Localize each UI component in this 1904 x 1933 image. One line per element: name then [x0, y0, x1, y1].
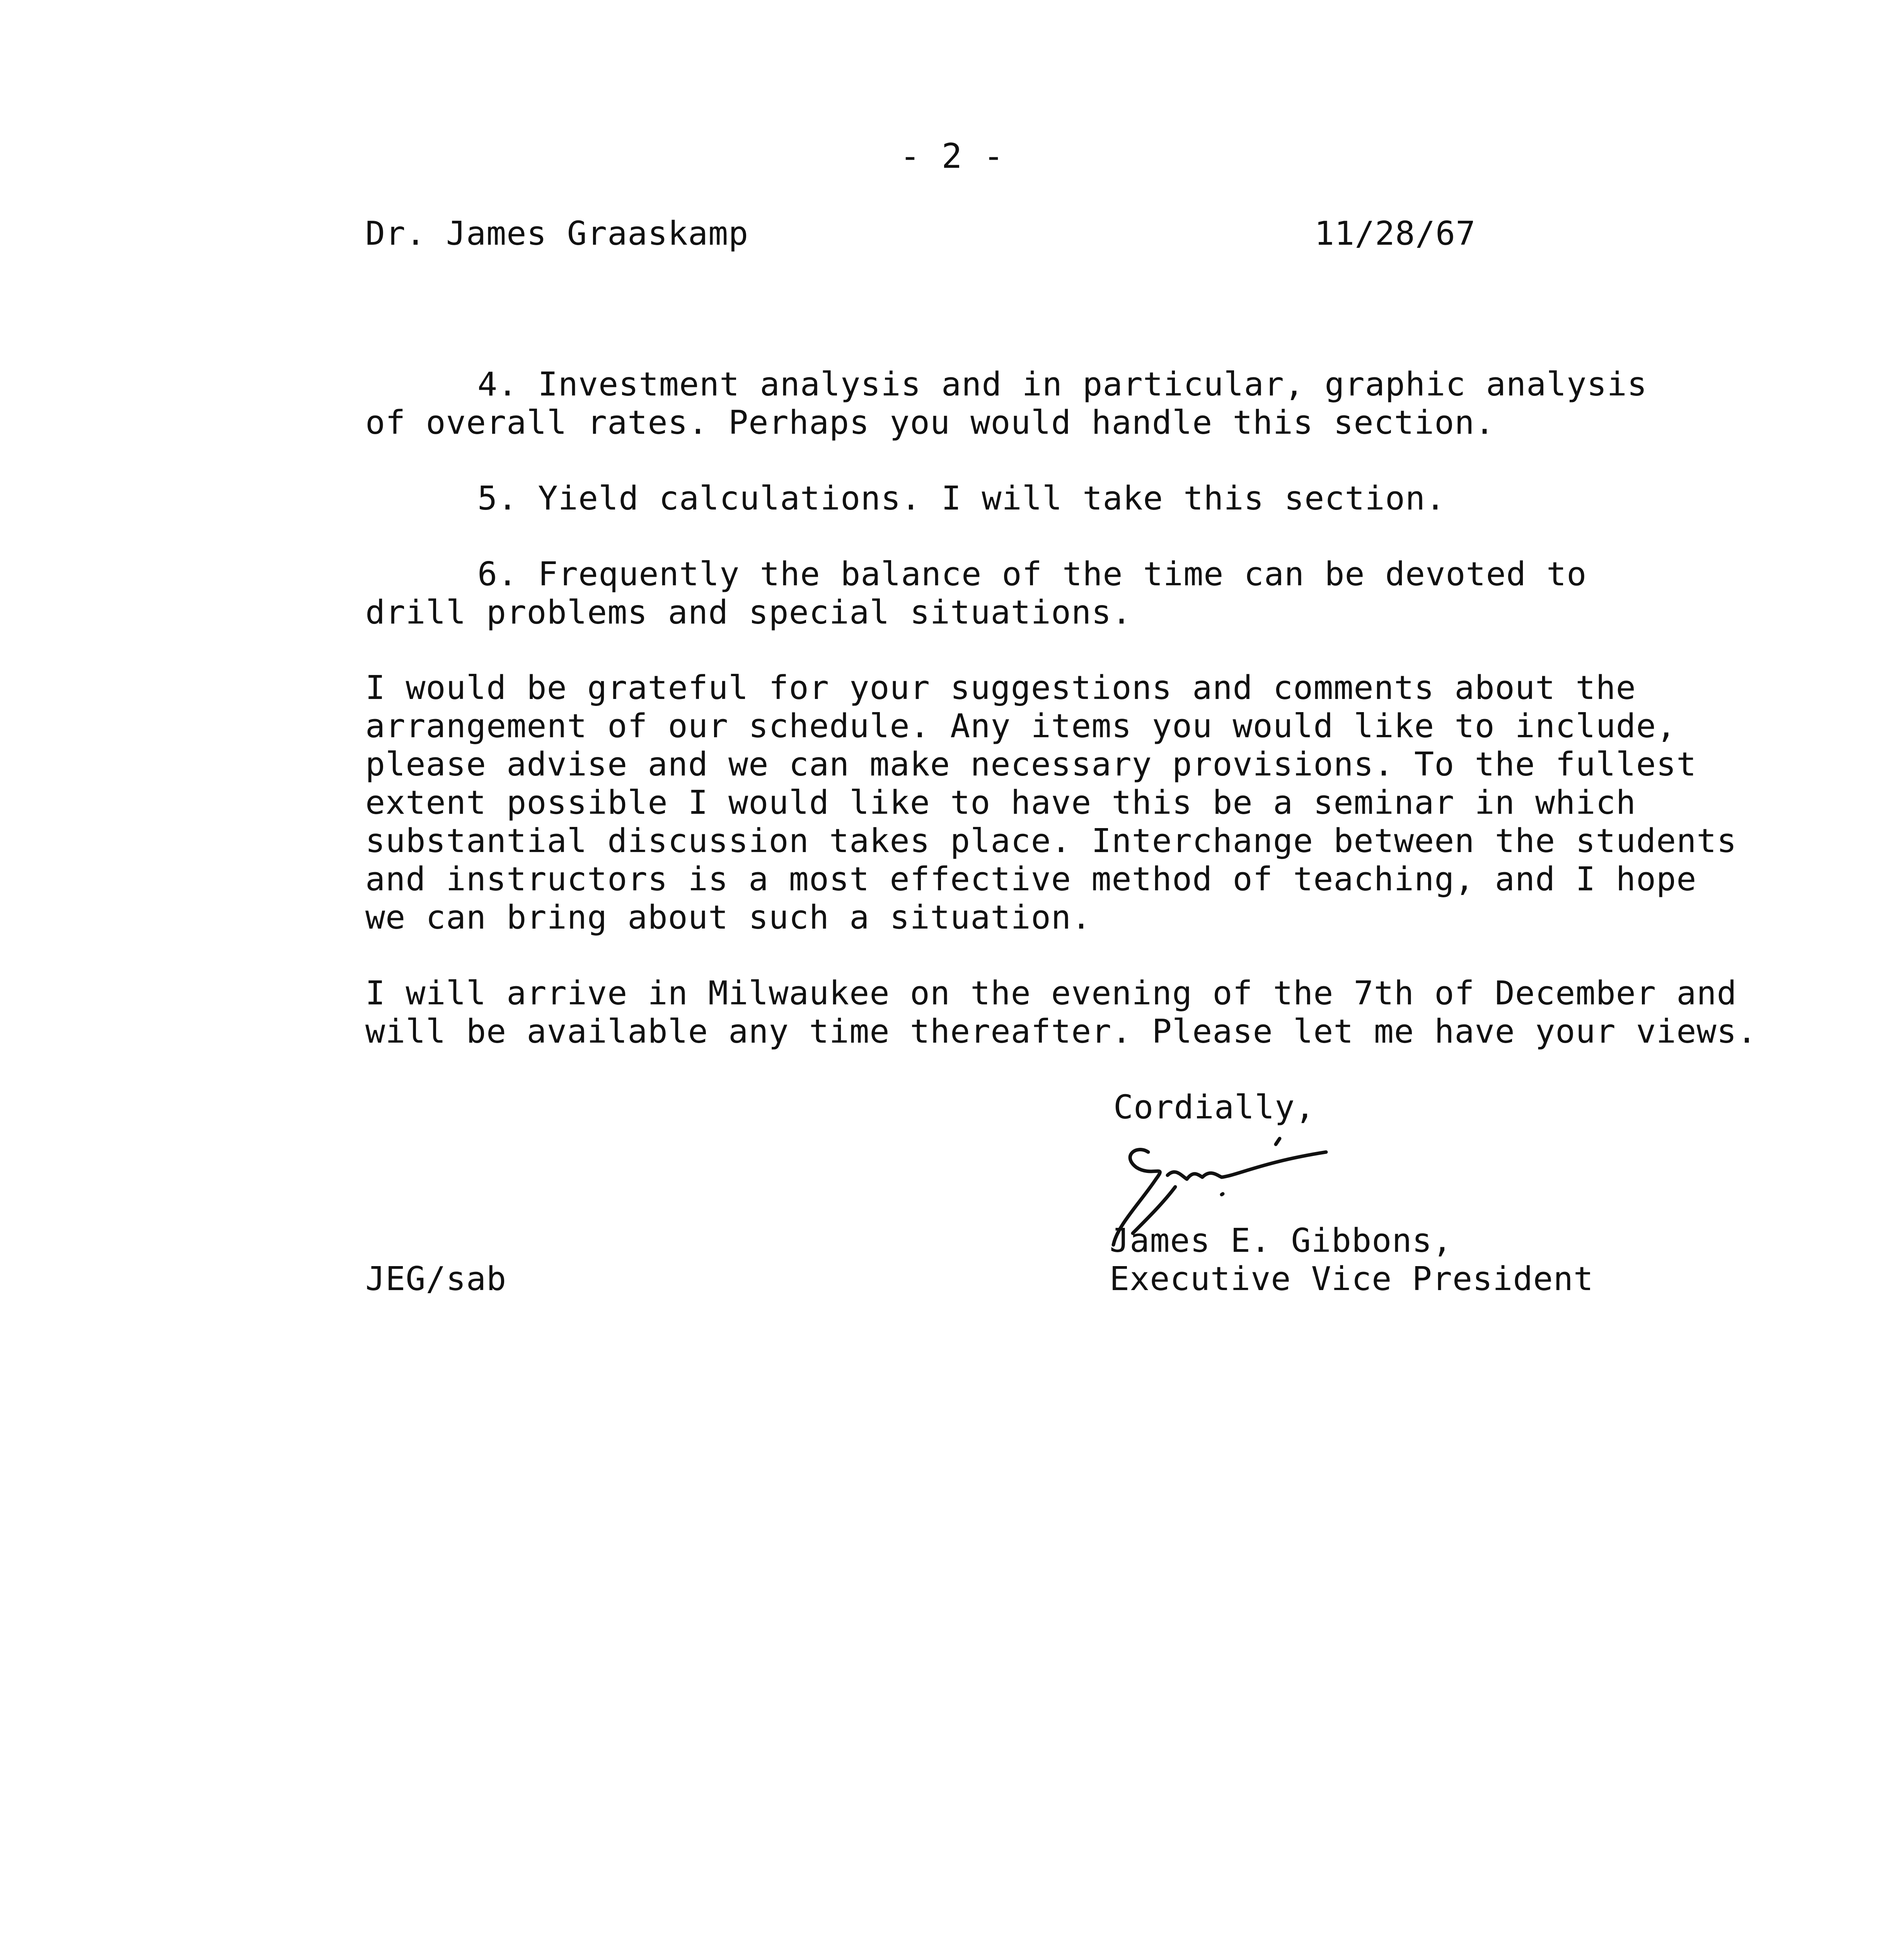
signer-name: James E. Gibbons, [1110, 1222, 1452, 1260]
page-number: - 2 - [900, 136, 1004, 176]
paragraph-2-line-1: I will arrive in Milwaukee on the evening of the 7th of December and [365, 974, 1737, 1013]
paragraph-1-line-4: extent possible I would like to have this be a seminar in which [365, 784, 1636, 822]
paragraph-1-line-2: arrangement of our schedule. Any items you would like to include, [365, 707, 1677, 745]
item-5-line-1: 5. Yield calculations. I will take this section. [477, 479, 1446, 518]
item-6-line-1: 6. Frequently the balance of the time can be devoted to [477, 555, 1587, 593]
item-6-line-2: drill problems and special situations. [365, 593, 1132, 632]
reference-initials: JEG/sab [365, 1260, 507, 1298]
letter-date: 11/28/67 [1314, 215, 1476, 253]
closing-salutation: Cordially, [1113, 1088, 1315, 1127]
item-4-line-1: 4. Investment analysis and in particular, graphic analysis [477, 365, 1648, 404]
paragraph-1-line-3: please advise and we can make necessary provisions. To the fullest [365, 745, 1697, 784]
item-4-line-2: of overall rates. Perhaps you would handle this section. [365, 404, 1495, 442]
paragraph-1-line-6: and instructors is a most effective method of teaching, and I hope [365, 860, 1697, 898]
paragraph-1-line-7: we can bring about such a situation. [365, 898, 1092, 937]
paragraph-1-line-5: substantial discussion takes place. Interchange between the students [365, 822, 1737, 860]
signer-title: Executive Vice President [1110, 1260, 1594, 1298]
paragraph-2-line-2: will be available any time thereafter. Please let me have your views. [365, 1013, 1757, 1051]
paragraph-1-line-1: I would be grateful for your suggestions and comments about the [365, 669, 1636, 707]
recipient-name: Dr. James Graaskamp [365, 215, 749, 253]
